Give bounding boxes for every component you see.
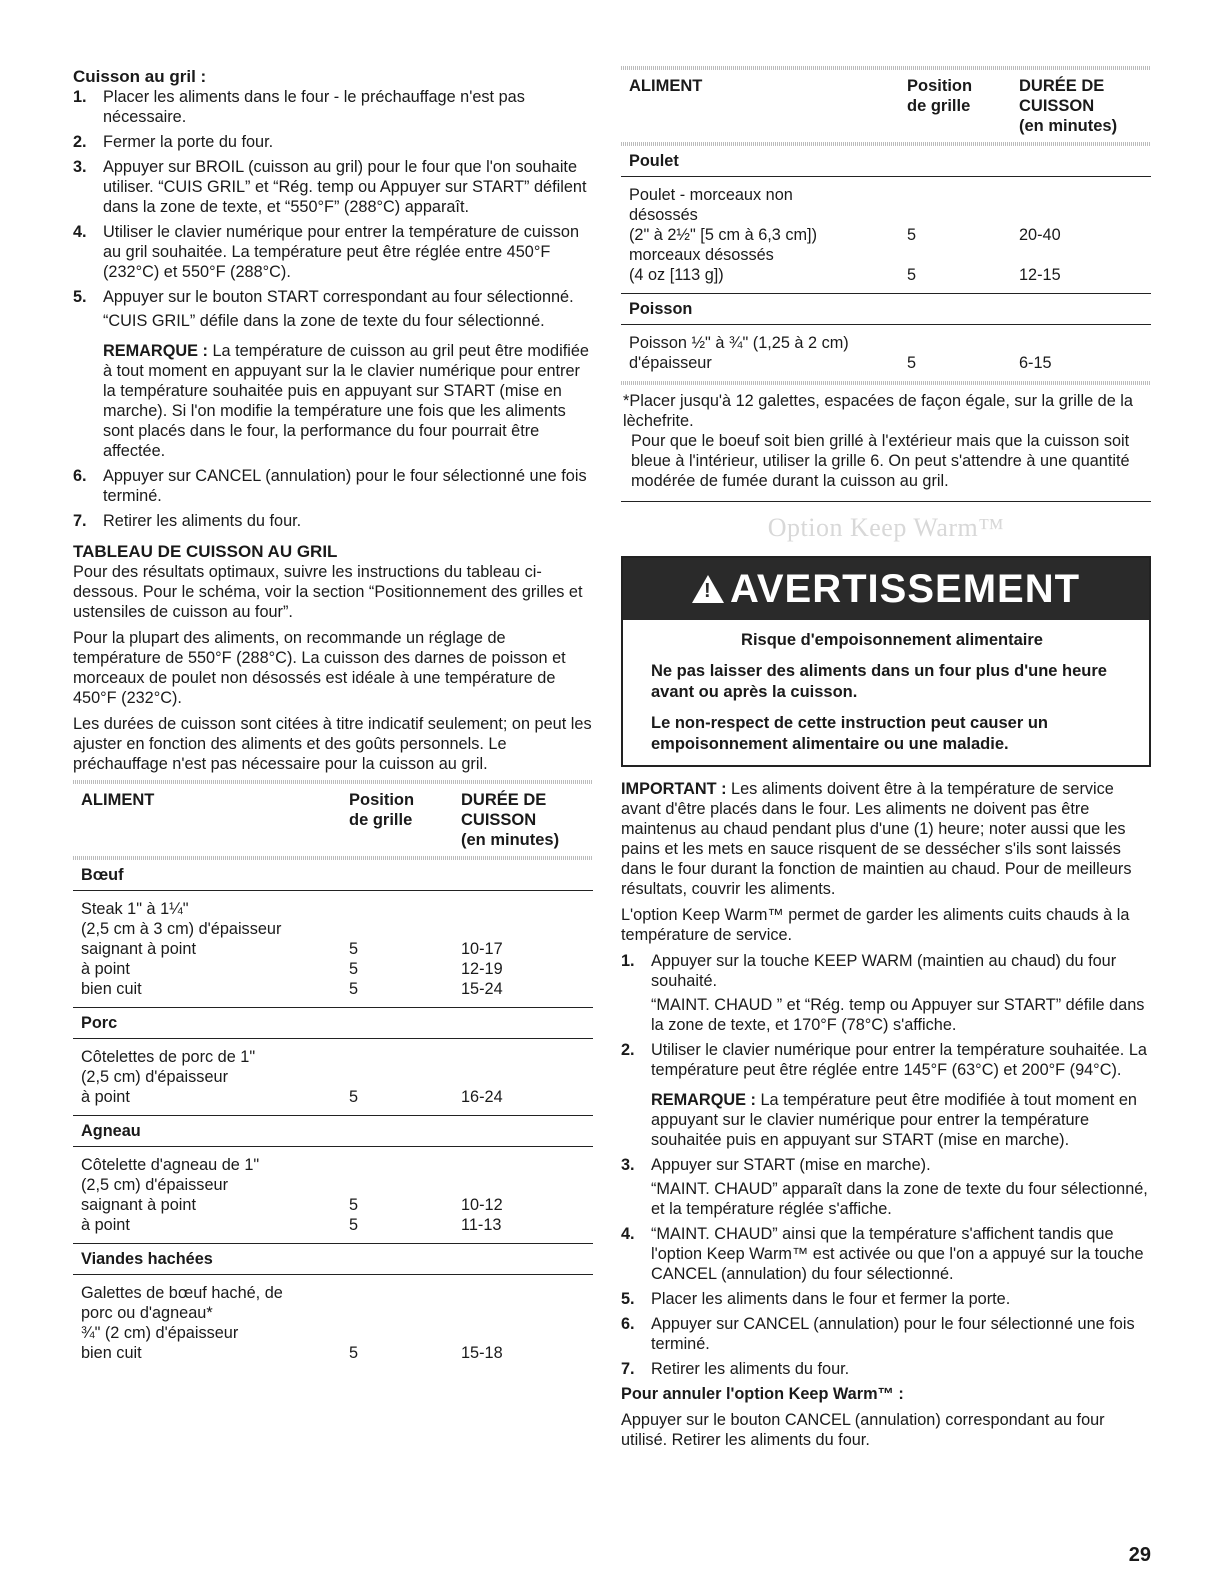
step-item — [621, 1359, 1151, 1379]
step-item — [73, 87, 593, 127]
table-section-rows — [73, 1275, 593, 1371]
cell-position: 5 — [349, 1344, 359, 1362]
table-section-rows — [73, 1039, 593, 1115]
table-row — [81, 979, 585, 999]
step-text: Placer les aliments dans le four et fermer la porte. — [651, 1290, 1011, 1308]
intro-para-2: Pour la plupart des aliments, on recommande un réglage de température de 550°F (288°C). La cuisson des darnes de poisson et morceaux de poulet non désossés est idéale à une température de 450°F (232°C). — [73, 629, 566, 707]
keep-warm-intro: L'option Keep Warm™ permet de garder les aliments cuits chauds à la température de service. — [621, 906, 1130, 944]
step-number: 3. — [621, 1156, 635, 1174]
table-section-rows — [621, 325, 1151, 381]
table-row — [81, 1047, 585, 1067]
step-number: 3. — [73, 158, 87, 176]
cell-food: à point — [81, 960, 130, 978]
cell-duration — [461, 1283, 585, 1303]
cell-duration: 16-24 — [461, 1088, 503, 1106]
table-row — [629, 225, 1143, 245]
warning-triangle-icon — [692, 575, 724, 603]
cell-food: saignant à point — [81, 940, 196, 958]
step-text: Appuyer sur START (mise en marche). — [651, 1156, 931, 1174]
cell-duration: 12-15 — [1019, 266, 1061, 284]
header-duration-l1: DURÉE DE — [461, 791, 547, 809]
cell-duration — [1019, 333, 1143, 353]
header-position-l1: Position — [349, 791, 415, 809]
cell-position — [349, 1175, 461, 1195]
cell-position: 5 — [349, 960, 359, 978]
cell-food: Poulet - morceaux non — [629, 186, 793, 204]
table-section-title: Viandes hachées — [73, 1243, 593, 1275]
cell-position: 5 — [907, 266, 917, 284]
step-number: 4. — [621, 1225, 635, 1243]
table-row — [81, 919, 585, 939]
header-duration-l3: (en minutes) — [461, 831, 560, 849]
header-duration — [1019, 76, 1143, 136]
cell-food: bien cuit — [81, 980, 142, 998]
step-item — [73, 222, 593, 282]
important-text: Les aliments doivent être à la température de service avant d'être placés dans le four. Les aliments ne doivent pas être maintenus au chaud pendant plus d'une (1) heure; noter aussi que les pains et les mets en sauce risquent de se dessécher s'ils sont laissés dans le four durant la fonction de maintien au chaud. Pour de meilleurs résultats, couvrir les aliments. — [621, 780, 1132, 898]
table-section-title: Poisson — [621, 293, 1151, 325]
cell-position — [349, 1155, 461, 1175]
cell-position: 5 — [349, 940, 359, 958]
intro-para-1: Pour des résultats optimaux, suivre les instructions du tableau ci-dessous. Pour le schéma, voir la section “Positionnement des grilles et ustensiles de cuisson au four”. — [73, 563, 583, 621]
warning-header — [623, 558, 1149, 620]
cell-duration — [461, 1323, 585, 1343]
step-number: 5. — [621, 1290, 635, 1308]
table-row — [81, 1303, 585, 1323]
table-section-rows — [621, 177, 1151, 293]
cell-food: Côtelette d'agneau de 1" — [81, 1156, 260, 1174]
step-item — [73, 132, 593, 152]
warning-body — [623, 620, 1149, 765]
warning-title: Risque d'empoisonnement alimentaire — [741, 631, 1043, 649]
cell-position — [907, 205, 1019, 225]
step-number: 2. — [621, 1041, 635, 1059]
cell-position — [907, 245, 1019, 265]
cell-food: Steak 1" à 1¼" — [81, 900, 189, 918]
table-row — [81, 1155, 585, 1175]
table-row — [81, 939, 585, 959]
header-food: ALIMENT — [81, 791, 155, 809]
table-row — [81, 1087, 585, 1107]
cell-position — [349, 1047, 461, 1067]
cell-duration — [461, 919, 585, 939]
table-row — [81, 1175, 585, 1195]
cell-duration — [461, 1303, 585, 1323]
cell-duration — [461, 1175, 585, 1195]
step-number: 7. — [73, 512, 87, 530]
step-text: Appuyer sur BROIL (cuisson au gril) pour le four que l'on souhaite utiliser. “CUIS GRIL” et “Rég. temp ou Appuyer sur START” défilent dans la zone de texte, et “550°F” (288°C) apparaît. — [103, 158, 587, 216]
step-number: 6. — [73, 467, 87, 485]
cell-duration — [1019, 185, 1143, 205]
keep-warm-title: Option Keep Warm™ — [767, 513, 1005, 542]
table-header — [73, 784, 593, 856]
table-section-rows — [73, 1147, 593, 1243]
table-row — [81, 1283, 585, 1303]
header-position-l1: Position — [907, 77, 973, 95]
step-subtext: “CUIS GRIL” défile dans la zone de texte du four sélectionné. — [103, 312, 545, 330]
cell-duration: 12-19 — [461, 960, 503, 978]
step-text: Placer les aliments dans le four - le préchauffage n'est pas nécessaire. — [103, 88, 525, 126]
cell-position — [907, 185, 1019, 205]
table-row — [629, 185, 1143, 205]
table-row — [81, 1215, 585, 1235]
table-row — [81, 1067, 585, 1087]
cancel-text: Appuyer sur le bouton CANCEL (annulation) correspondant au four utilisé. Retirer les aliments du four. — [621, 1411, 1105, 1449]
header-duration-l2: CUISSON — [1019, 97, 1095, 115]
cell-duration: 20-40 — [1019, 226, 1061, 244]
cell-food: à point — [81, 1088, 130, 1106]
step-item — [621, 951, 1151, 1035]
note-text: La température peut être modifiée à tout moment en appuyant sur le clavier numérique pour entrer la température souhaitée puis en appuyant sur START (mise en marche). — [651, 1091, 1137, 1149]
table-section-title: Poulet — [621, 146, 1151, 177]
table-section-title: Porc — [73, 1007, 593, 1039]
cell-position: 5 — [349, 980, 359, 998]
cell-food: (2,5 cm) d'épaisseur — [81, 1068, 228, 1086]
step-note — [103, 341, 593, 461]
cell-food: d'épaisseur — [629, 354, 712, 372]
broil-steps — [73, 87, 593, 531]
cell-position — [349, 1323, 461, 1343]
step-text: Utiliser le clavier numérique pour entrer la température souhaitée. La température peut être réglée entre 145°F (63°C) et 200°F (94°C). — [651, 1041, 1147, 1079]
step-item — [621, 1314, 1151, 1354]
step-text: Appuyer sur la touche KEEP WARM (maintien au chaud) du four souhaité. — [651, 952, 1117, 990]
cell-duration: 15-18 — [461, 1344, 503, 1362]
cell-duration — [1019, 245, 1143, 265]
table-row — [81, 1195, 585, 1215]
cell-food: (2,5 cm) d'épaisseur — [81, 1176, 228, 1194]
header-position-l2: de grille — [907, 97, 971, 115]
step-text: Fermer la porte du four. — [103, 133, 274, 151]
step-number: 1. — [621, 952, 635, 970]
warning-line-2: Le non-respect de cette instruction peut causer un empoisonnement alimentaire ou une maladie. — [651, 714, 1048, 753]
cell-duration: 10-12 — [461, 1196, 503, 1214]
broil-table-left — [73, 780, 593, 1371]
step-text: Appuyer sur CANCEL (annulation) pour le four sélectionné une fois terminé. — [651, 1315, 1135, 1353]
cell-position — [907, 333, 1019, 353]
header-position — [349, 790, 461, 850]
cell-position: 5 — [349, 1088, 359, 1106]
cell-food: Côtelettes de porc de 1" — [81, 1048, 256, 1066]
important-label: IMPORTANT : — [621, 780, 727, 798]
step-number: 5. — [73, 288, 87, 306]
step-text: “MAINT. CHAUD” ainsi que la température s'affichent tandis que l'option Keep Warm™ est activée ou que l'on a appuyé sur la touche CANCEL (annulation) du four sélectionné. — [651, 1225, 1144, 1283]
divider — [621, 501, 1151, 502]
warning-line-1: Ne pas laisser des aliments dans un four plus d'une heure avant ou après la cuisson. — [651, 662, 1107, 701]
step-item — [73, 466, 593, 506]
step-text: Retirer les aliments du four. — [651, 1360, 850, 1378]
step-item — [73, 157, 593, 217]
table-bottom-stripe — [621, 381, 1151, 385]
step-text: Utiliser le clavier numérique pour entrer la température de cuisson au gril souhaitée. La température peut être réglée entre 450°F (232°C) et 550°F (288°C). — [103, 223, 579, 281]
cell-position — [349, 1067, 461, 1087]
step-number: 1. — [73, 88, 87, 106]
table-row — [629, 265, 1143, 285]
broil-title: Cuisson au gril : — [73, 67, 207, 86]
intro-para-3: Les durées de cuisson sont citées à titre indicatif seulement; on peut les ajuster en fonction des aliments et des goûts personnels. Le préchauffage n'est pas nécessaire pour la cuisson au gril. — [73, 715, 592, 773]
header-duration-l2: CUISSON — [461, 811, 537, 829]
cell-food: Galettes de bœuf haché, de — [81, 1284, 283, 1302]
table-row — [629, 205, 1143, 225]
table-row — [81, 959, 585, 979]
cell-position: 5 — [349, 1216, 359, 1234]
cell-duration — [461, 1155, 585, 1175]
note-text: La température de cuisson au gril peut être modifiée à tout moment en appuyant sur la le clavier numérique pour entrer la température souhaitée puis en appuyant sur START (mise en marche). Si l'on modifie la température une fois que les aliments sont placés dans le four, la performance du four pourrait être affectée. — [103, 342, 589, 460]
left-column — [73, 66, 593, 1371]
cell-position — [349, 1283, 461, 1303]
cell-duration — [461, 1047, 585, 1067]
cell-position — [349, 1303, 461, 1323]
step-text: Appuyer sur le bouton START correspondant au four sélectionné. — [103, 288, 574, 306]
cell-duration — [461, 899, 585, 919]
cell-food: saignant à point — [81, 1196, 196, 1214]
cell-duration: 10-17 — [461, 940, 503, 958]
cell-position: 5 — [349, 1196, 359, 1214]
important-para — [621, 779, 1151, 899]
keep-warm-steps — [621, 951, 1151, 1379]
broil-table-title: TABLEAU DE CUISSON AU GRIL — [73, 542, 338, 561]
cell-food: morceaux désossés — [629, 246, 774, 264]
cell-food: (4 oz [113 g]) — [629, 266, 724, 284]
step-number: 6. — [621, 1315, 635, 1333]
step-item — [73, 287, 593, 461]
table-row — [629, 333, 1143, 353]
step-number: 4. — [73, 223, 87, 241]
cell-position — [349, 899, 461, 919]
header-duration-l3: (en minutes) — [1019, 117, 1118, 135]
step-text: Retirer les aliments du four. — [103, 512, 302, 530]
header-position — [907, 76, 1019, 136]
cell-food: bien cuit — [81, 1344, 142, 1362]
warning-box — [621, 556, 1151, 767]
cancel-title: Pour annuler l'option Keep Warm™ : — [621, 1385, 904, 1403]
cell-duration: 15-24 — [461, 980, 503, 998]
right-column — [621, 66, 1151, 1450]
cell-position — [349, 919, 461, 939]
step-item — [621, 1040, 1151, 1150]
cell-food: (2,5 cm à 3 cm) d'épaisseur — [81, 920, 282, 938]
table-section-rows — [73, 891, 593, 1007]
step-number: 7. — [621, 1360, 635, 1378]
warning-label: AVERTISSEMENT — [729, 567, 1081, 611]
cell-duration: 6-15 — [1019, 354, 1052, 372]
cell-position: 5 — [907, 354, 917, 372]
header-duration — [461, 790, 585, 850]
step-note — [651, 1090, 1151, 1150]
step-text: Appuyer sur CANCEL (annulation) pour le four sélectionné une fois terminé. — [103, 467, 587, 505]
step-number: 2. — [73, 133, 87, 151]
step-item — [73, 511, 593, 531]
table-row — [81, 1343, 585, 1363]
table-row — [629, 353, 1143, 373]
step-subtext: “MAINT. CHAUD” apparaît dans la zone de texte du four sélectionné, et la température réglée s'affiche. — [651, 1180, 1148, 1218]
table-row — [629, 245, 1143, 265]
table-row — [81, 899, 585, 919]
cell-food: porc ou d'agneau* — [81, 1304, 213, 1322]
header-food: ALIMENT — [629, 77, 703, 95]
cell-food: désossés — [629, 206, 698, 224]
broil-table-right — [621, 66, 1151, 385]
cell-position: 5 — [907, 226, 917, 244]
table-section-title: Agneau — [73, 1115, 593, 1147]
cell-duration: 11-13 — [461, 1216, 502, 1234]
header-duration-l1: DURÉE DE — [1019, 77, 1105, 95]
step-item — [621, 1289, 1151, 1309]
cell-duration — [1019, 205, 1143, 225]
step-subtext: “MAINT. CHAUD ” et “Rég. temp ou Appuyer sur START” défile dans la zone de texte, et 170°F (78°C) s'affiche. — [651, 996, 1145, 1034]
step-item — [621, 1224, 1151, 1284]
note-label: REMARQUE : — [651, 1091, 756, 1109]
page-number: 29 — [1128, 1544, 1151, 1566]
note-label: REMARQUE : — [103, 342, 208, 360]
table-header — [621, 70, 1151, 142]
step-item — [621, 1155, 1151, 1219]
footnote-1: *Placer jusqu'à 12 galettes, espacées de façon égale, sur la grille de la lèchefrite. — [623, 392, 1133, 430]
header-position-l2: de grille — [349, 811, 413, 829]
cell-duration — [461, 1067, 585, 1087]
cell-food: Poisson ½" à ¾" (1,25 à 2 cm) — [629, 334, 849, 352]
table-row — [81, 1323, 585, 1343]
footnote-2: Pour que le boeuf soit bien grillé à l'extérieur mais que la cuisson soit bleue à l'intérieur, utiliser la grille 6. On peut s'attendre à une quantité modérée de fumée durant la cuisson au gril. — [631, 432, 1130, 490]
cell-food: ¾" (2 cm) d'épaisseur — [81, 1324, 239, 1342]
cell-food: à point — [81, 1216, 130, 1234]
table-section-title: Bœuf — [73, 860, 593, 891]
cell-food: (2" à 2½" [5 cm à 6,3 cm]) — [629, 226, 818, 244]
